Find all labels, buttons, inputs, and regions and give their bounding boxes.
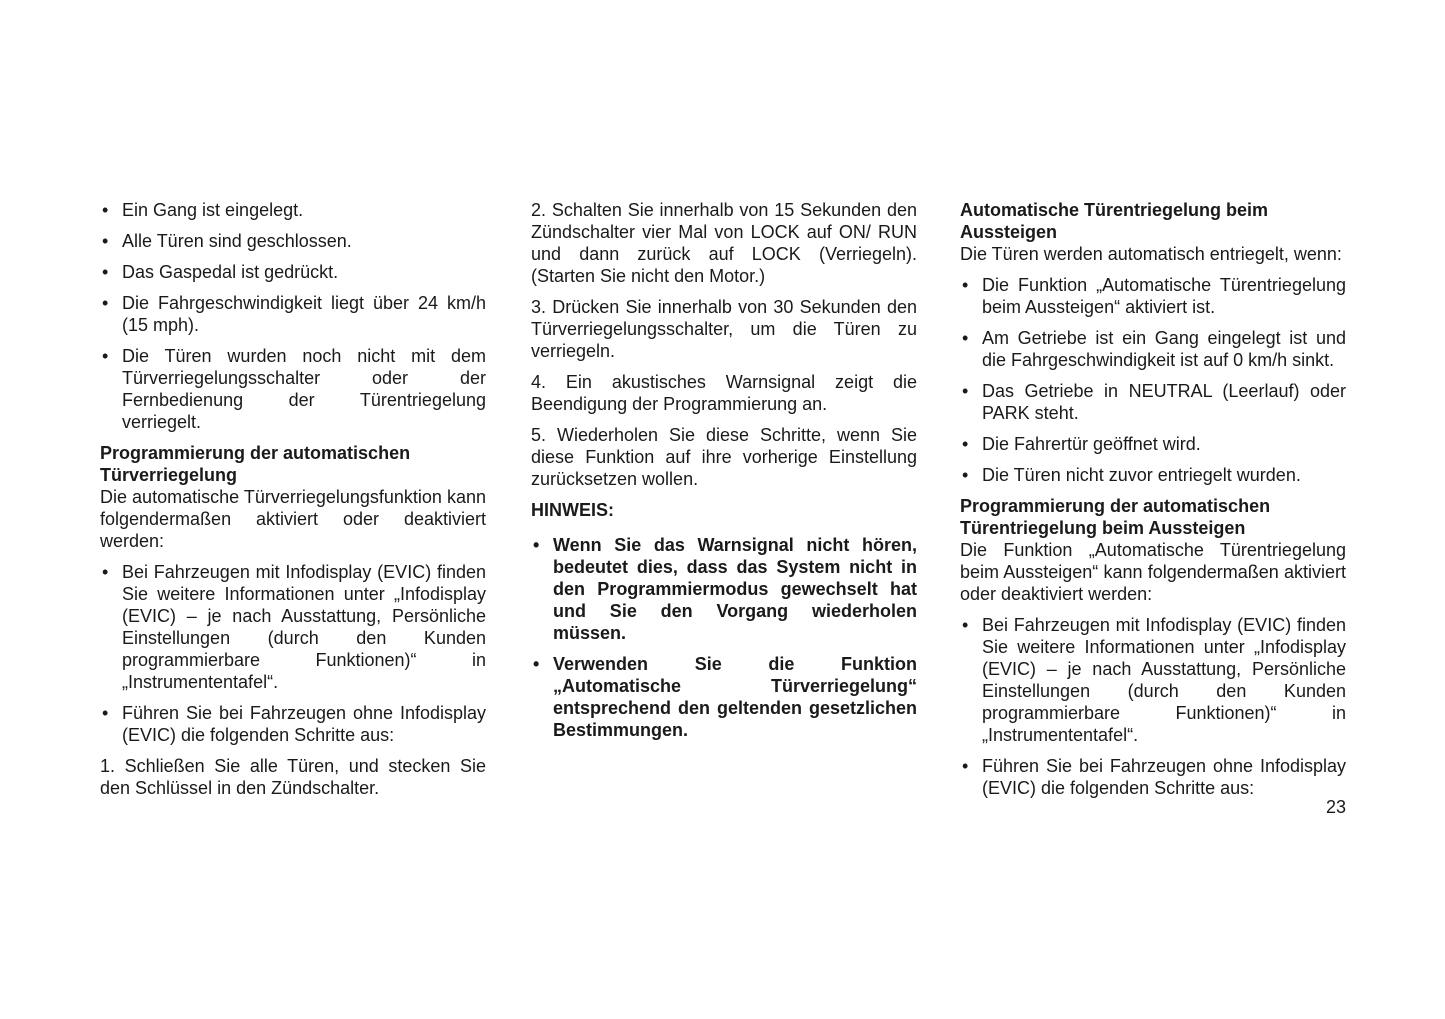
list-item: • Wenn Sie das Warnsignal nicht hören, bedeutet dies, dass das System nicht in den Programmiermodus gewechselt hat und Sie den Vorgang wiederholen müssen. [531,534,917,644]
list-item: • Alle Türen sind geschlossen. [100,230,486,252]
list-item: • Bei Fahrzeugen mit Infodisplay (EVIC) finden Sie weitere Informationen unter „Infodisplay (EVIC) – je nach Ausstattung, Persönliche Einstellungen (durch den Kunden programmierbare Funktionen)“ in „Instrumententafel“. [100,561,486,693]
list-item: • Ein Gang ist eingelegt. [100,199,486,221]
section-heading-auto-unlock: Automatische Türentriegelung beim Aussteigen [960,200,1269,242]
list-item: • Führen Sie bei Fahrzeugen ohne Infodisplay (EVIC) die folgenden Schritte aus: [100,702,486,746]
list-item: • Die Fahrertür geöffnet wird. [960,433,1346,455]
section-heading-auto-unlock-programming: Programmierung der automatischen Türentriegelung beim Aussteigen [960,496,1271,538]
list-item: • Führen Sie bei Fahrzeugen ohne Infodisplay (EVIC) die folgenden Schritte aus: [960,755,1346,799]
section-intro: Die Funktion „Automatische Türentriegelung beim Aussteigen“ kann folgendermaßen aktiviert oder deaktiviert werden: [960,540,1346,604]
list-item: • Das Gaspedal ist gedrückt. [100,261,486,283]
step-1: 1. Schließen Sie alle Türen, und stecken Sie den Schlüssel in den Zündschalter. [100,756,486,798]
step-4: 4. Ein akustisches Warnsignal zeigt die Beendigung der Programmierung an. [531,372,917,414]
instructions-list [960,614,1346,799]
unlock-conditions-list [960,274,1346,486]
section-heading-door-lock-programming: Programmierung der automatischen Türverriegelung [100,443,411,485]
section-intro: Die automatische Türverriegelungsfunktion kann folgendermaßen aktiviert oder deaktiviert werden: [100,487,486,551]
list-item: • Verwenden Sie die Funktion „Automatische Türverriegelung“ entsprechend den geltenden gesetzlichen Bestimmungen. [531,653,917,741]
section-intro: Die Türen werden automatisch entriegelt, wenn: [960,244,1342,264]
page-number: 23 [1325,797,1346,817]
list-item: • Die Fahrgeschwindigkeit liegt über 24 km/h (15 mph). [100,292,486,336]
list-item: • Die Türen nicht zuvor entriegelt wurden. [960,464,1346,486]
column-left [100,199,486,808]
column-middle [531,199,917,750]
list-item: • Am Getriebe ist ein Gang eingelegt ist und die Fahrgeschwindigkeit ist auf 0 km/h sinkt. [960,327,1346,371]
note-list [531,534,917,741]
list-item: • Das Getriebe in NEUTRAL (Leerlauf) oder PARK steht. [960,380,1346,424]
conditions-list [100,199,486,433]
column-right [960,199,1346,808]
list-item: • Die Funktion „Automatische Türentriegelung beim Aussteigen“ aktiviert ist. [960,274,1346,318]
step-2: 2. Schalten Sie innerhalb von 15 Sekunden den Zündschalter vier Mal von LOCK auf ON/ RUN und dann zurück auf LOCK (Verriegeln). (Starten Sie nicht den Motor.) [531,200,917,286]
step-3: 3. Drücken Sie innerhalb von 30 Sekunden den Türverriegelungsschalter, um die Türen zu verriegeln. [531,297,917,361]
list-item: • Die Türen wurden noch nicht mit dem Türverriegelungsschalter oder der Fernbedienung der Türentriegelung verriegelt. [100,345,486,433]
step-5: 5. Wiederholen Sie diese Schritte, wenn Sie diese Funktion auf ihre vorherige Einstellung zurücksetzen wollen. [531,425,917,489]
list-item: • Bei Fahrzeugen mit Infodisplay (EVIC) finden Sie weitere Informationen unter „Infodisplay (EVIC) – je nach Ausstattung, Persönliche Einstellungen (durch den Kunden programmierbare Funktionen)“ in „Instrumententafel“. [960,614,1346,746]
instructions-list [100,561,486,746]
note-label: HINWEIS: [531,500,614,520]
